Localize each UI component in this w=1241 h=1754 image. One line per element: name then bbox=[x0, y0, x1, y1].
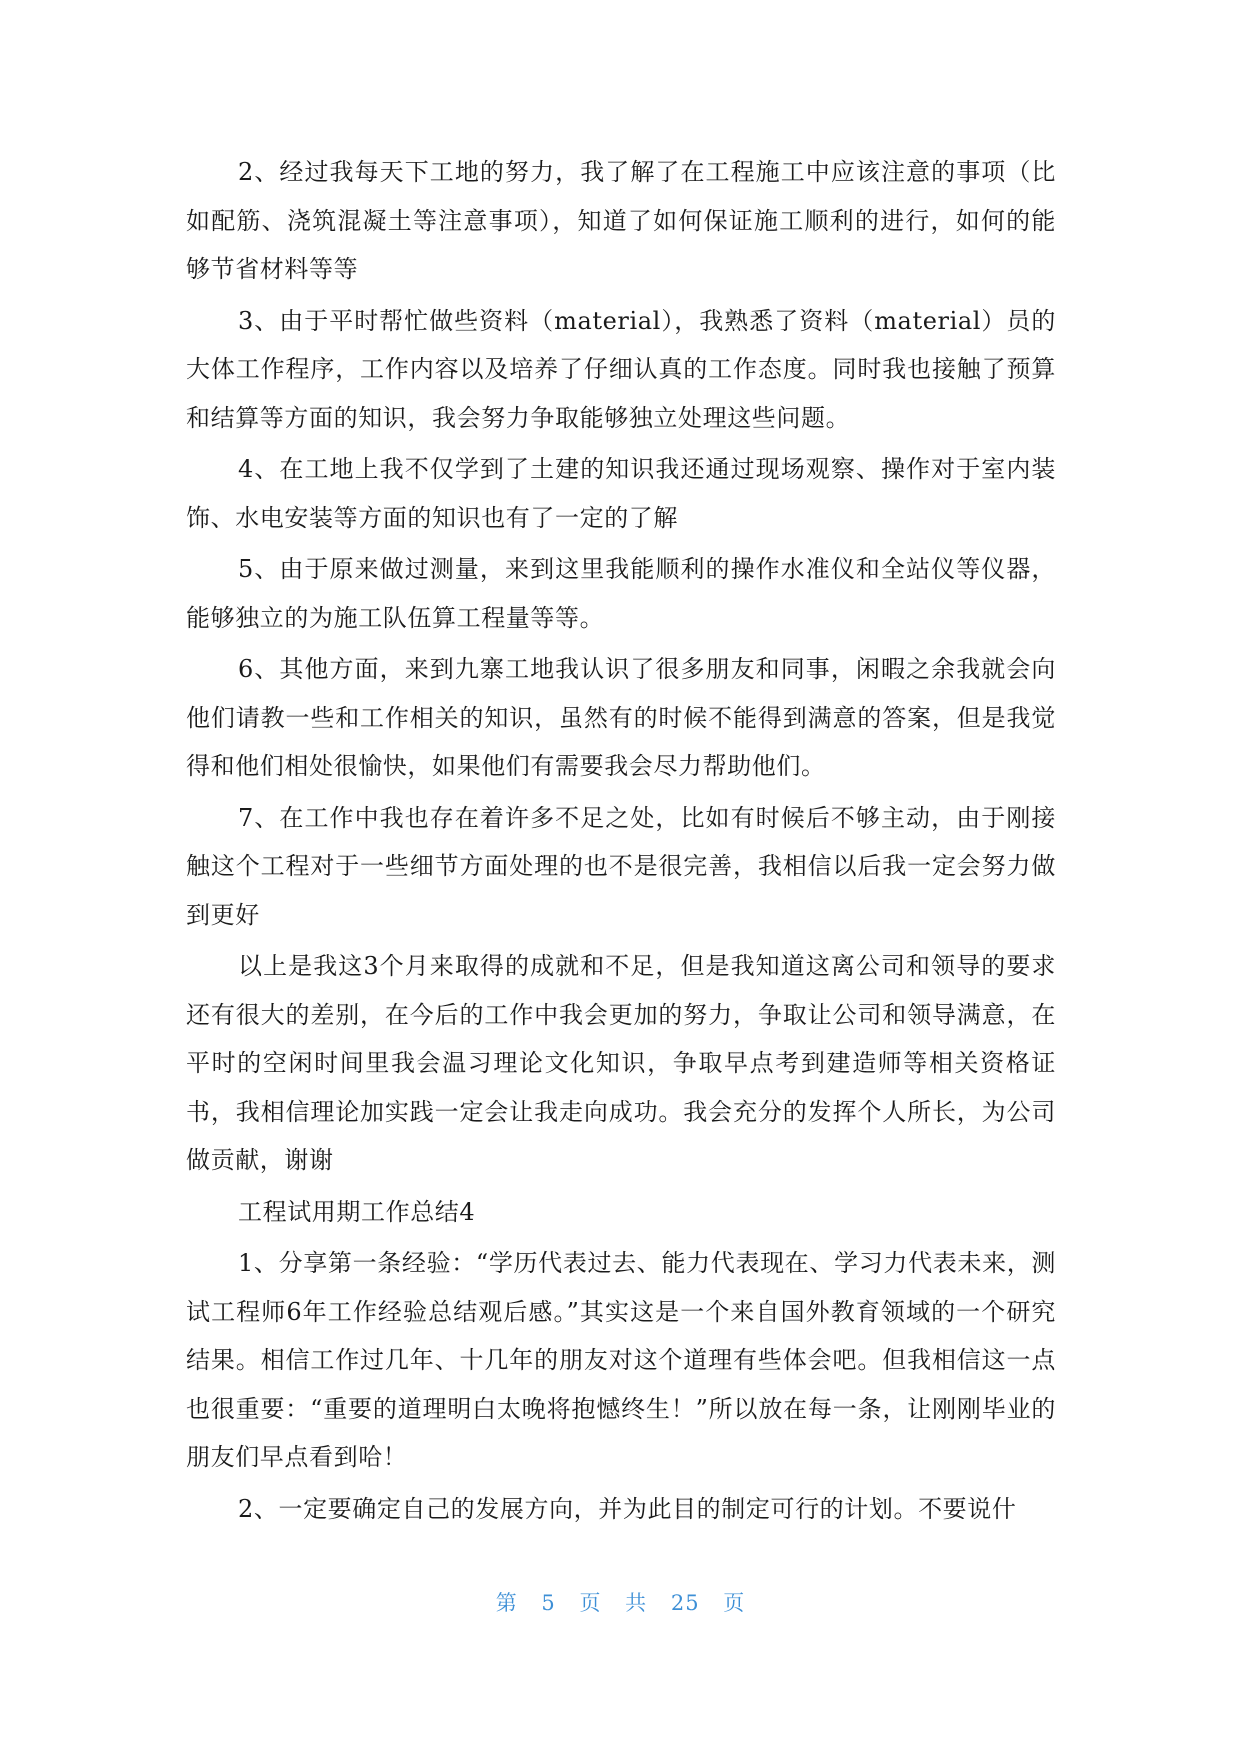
section-heading: 工程试用期工作总结4 bbox=[238, 1197, 476, 1226]
footer-label-di: 第 bbox=[495, 1591, 518, 1615]
document-body bbox=[186, 148, 1056, 1536]
paragraph-item-3: 3、由于平时帮忙做些资料（material），我熟悉了资料（material）员的大体工作程序，工作内容以及培养了仔细认真的工作态度。同时我也接触了预算和结算等方面的知识，我会努力争取能够独立处理这些问题。 bbox=[186, 306, 1056, 432]
footer-label-ye-end: 页 bbox=[723, 1591, 746, 1615]
paragraph-item-6: 6、其他方面，来到九寨工地我认识了很多朋友和同事，闲暇之余我就会向他们请教一些和工作相关的知识，虽然有的时候不能得到满意的答案，但是我觉得和他们相处很愉快，如果他们有需要我会尽力帮助他们。 bbox=[186, 655, 1056, 780]
footer-label-ye: 页 bbox=[579, 1591, 602, 1615]
paragraph-item-7: 7、在工作中我也存在着许多不足之处，比如有时候后不够主动，由于刚接触这个工程对于一些细节方面处理的也不是很完善，我相信以后我一定会努力做到更好 bbox=[186, 803, 1056, 929]
page-number-footer bbox=[0, 1587, 1241, 1617]
paragraph-experience-2: 2、一定要确定自己的发展方向，并为此目的制定可行的计划。不要说什 bbox=[238, 1494, 1017, 1523]
footer-label-gong: 共 bbox=[625, 1591, 648, 1615]
footer-total-pages: 25 bbox=[670, 1591, 700, 1615]
paragraph-item-5: 5、由于原来做过测量，来到这里我能顺利的操作水准仪和全站仪等仪器，能够独立的为施工队伍算工程量等等。 bbox=[186, 555, 1056, 632]
paragraph-item-4: 4、在工地上我不仅学到了土建的知识我还通过现场观察、操作对于室内装饰、水电安装等方面的知识也有了一定的了解 bbox=[186, 455, 1056, 532]
paragraph-experience-1: 1、分享第一条经验：“学历代表过去、能力代表现在、学习力代表未来，测试工程师6年工作经验总结观后感。”其实这是一个来自国外教育领域的一个研究结果。相信工作过几年、十几年的朋友对这个道理有些体会吧。但我相信这一点也很重要：“重要的道理明白太晚将抱憾终生！”所以放在每一条，让刚刚毕业的朋友们早点看到哈！ bbox=[186, 1249, 1056, 1471]
paragraph-item-2: 2、经过我每天下工地的努力，我了解了在工程施工中应该注意的事项（比如配筋、浇筑混凝土等注意事项），知道了如何保证施工顺利的进行，如何的能够节省材料等等 bbox=[186, 158, 1056, 283]
paragraph-conclusion: 以上是我这3个月来取得的成就和不足，但是我知道这离公司和领导的要求还有很大的差别，在今后的工作中我会更加的努力，争取让公司和领导满意，在平时的空闲时间里我会温习理论文化知识，争取早点考到建造师等相关资格证书，我相信理论加实践一定会让我走向成功。我会充分的发挥个人所长，为公司做贡献，谢谢 bbox=[186, 952, 1056, 1174]
footer-current-page: 5 bbox=[541, 1591, 556, 1615]
